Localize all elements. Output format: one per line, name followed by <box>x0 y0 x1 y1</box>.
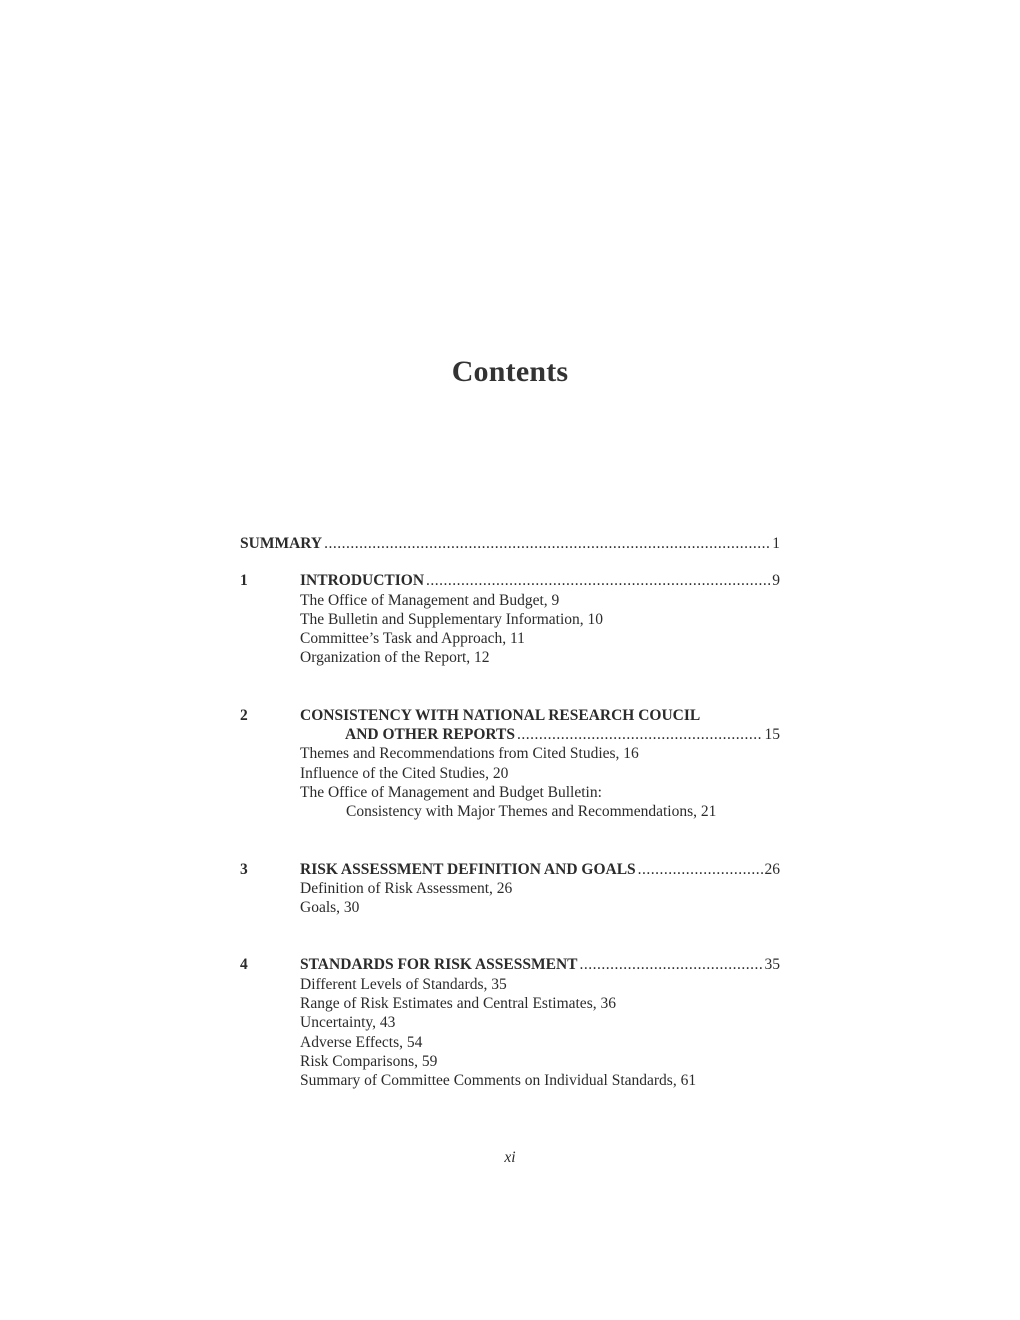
toc-entry-summary[interactable] <box>240 534 780 553</box>
chapter-title: RISK ASSESSMENT DEFINITION AND GOALS <box>300 860 636 878</box>
page-number: 35 <box>764 956 780 974</box>
page-number: 9 <box>772 572 780 590</box>
toc-section[interactable]: Influence of the Cited Studies, 20 <box>300 764 509 782</box>
page-number: 1 <box>772 535 780 552</box>
toc-section[interactable]: Themes and Recommendations from Cited Studies, 16 <box>300 745 639 763</box>
toc-section[interactable]: The Bulletin and Supplementary Information, 10 <box>300 610 604 628</box>
toc-section[interactable]: Goals, 30 <box>300 899 360 917</box>
page-number: 26 <box>764 860 780 878</box>
dot-leader <box>638 860 763 879</box>
dot-leader <box>580 955 763 974</box>
toc-entry-chapter-3[interactable] <box>240 860 780 879</box>
toc-section[interactable]: Uncertainty, 43 <box>300 1014 396 1032</box>
toc-entry-chapter-2-continued[interactable] <box>240 725 780 744</box>
page-folio: xi <box>504 1149 516 1166</box>
chapter-number: 3 <box>240 860 248 878</box>
toc-section[interactable]: Risk Comparisons, 59 <box>300 1052 438 1070</box>
toc-section[interactable]: Range of Risk Estimates and Central Estimates, 36 <box>300 995 616 1013</box>
toc-section[interactable]: Summary of Committee Comments on Individual Standards, 61 <box>300 1072 697 1090</box>
chapter-number: 4 <box>240 956 248 974</box>
toc-section[interactable]: Committee’s Task and Approach, 11 <box>300 630 525 648</box>
chapter-title: STANDARDS FOR RISK ASSESSMENT <box>300 956 578 974</box>
page-title: Contents <box>451 355 569 388</box>
chapter-number: 1 <box>240 572 248 590</box>
toc-section[interactable]: The Office of Management and Budget Bulletin: <box>300 783 602 801</box>
page-number: 15 <box>764 726 780 744</box>
toc-entry-chapter-1[interactable] <box>240 571 780 590</box>
chapter-title-line-1: CONSISTENCY WITH NATIONAL RESEARCH COUCIL <box>300 706 701 724</box>
chapter-title-line-2: AND OTHER REPORTS <box>345 726 515 744</box>
dot-leader <box>426 571 770 590</box>
toc-section[interactable]: The Office of Management and Budget, 9 <box>300 591 560 609</box>
toc-section[interactable]: Adverse Effects, 54 <box>300 1033 423 1051</box>
dot-leader <box>324 534 770 553</box>
toc-section[interactable]: Different Levels of Standards, 35 <box>300 975 507 993</box>
chapter-title: INTRODUCTION <box>300 572 425 590</box>
toc-entry-chapter-2[interactable] <box>240 706 780 725</box>
table-of-contents <box>240 534 780 1091</box>
toc-entry-chapter-4[interactable] <box>240 955 780 974</box>
toc-heading: SUMMARY <box>240 535 323 552</box>
dot-leader <box>517 725 763 744</box>
toc-section[interactable]: Organization of the Report, 12 <box>300 649 490 667</box>
toc-section[interactable]: Consistency with Major Themes and Recommendations, 21 <box>346 803 717 821</box>
chapter-number: 2 <box>240 706 248 724</box>
toc-section[interactable]: Definition of Risk Assessment, 26 <box>300 879 513 897</box>
